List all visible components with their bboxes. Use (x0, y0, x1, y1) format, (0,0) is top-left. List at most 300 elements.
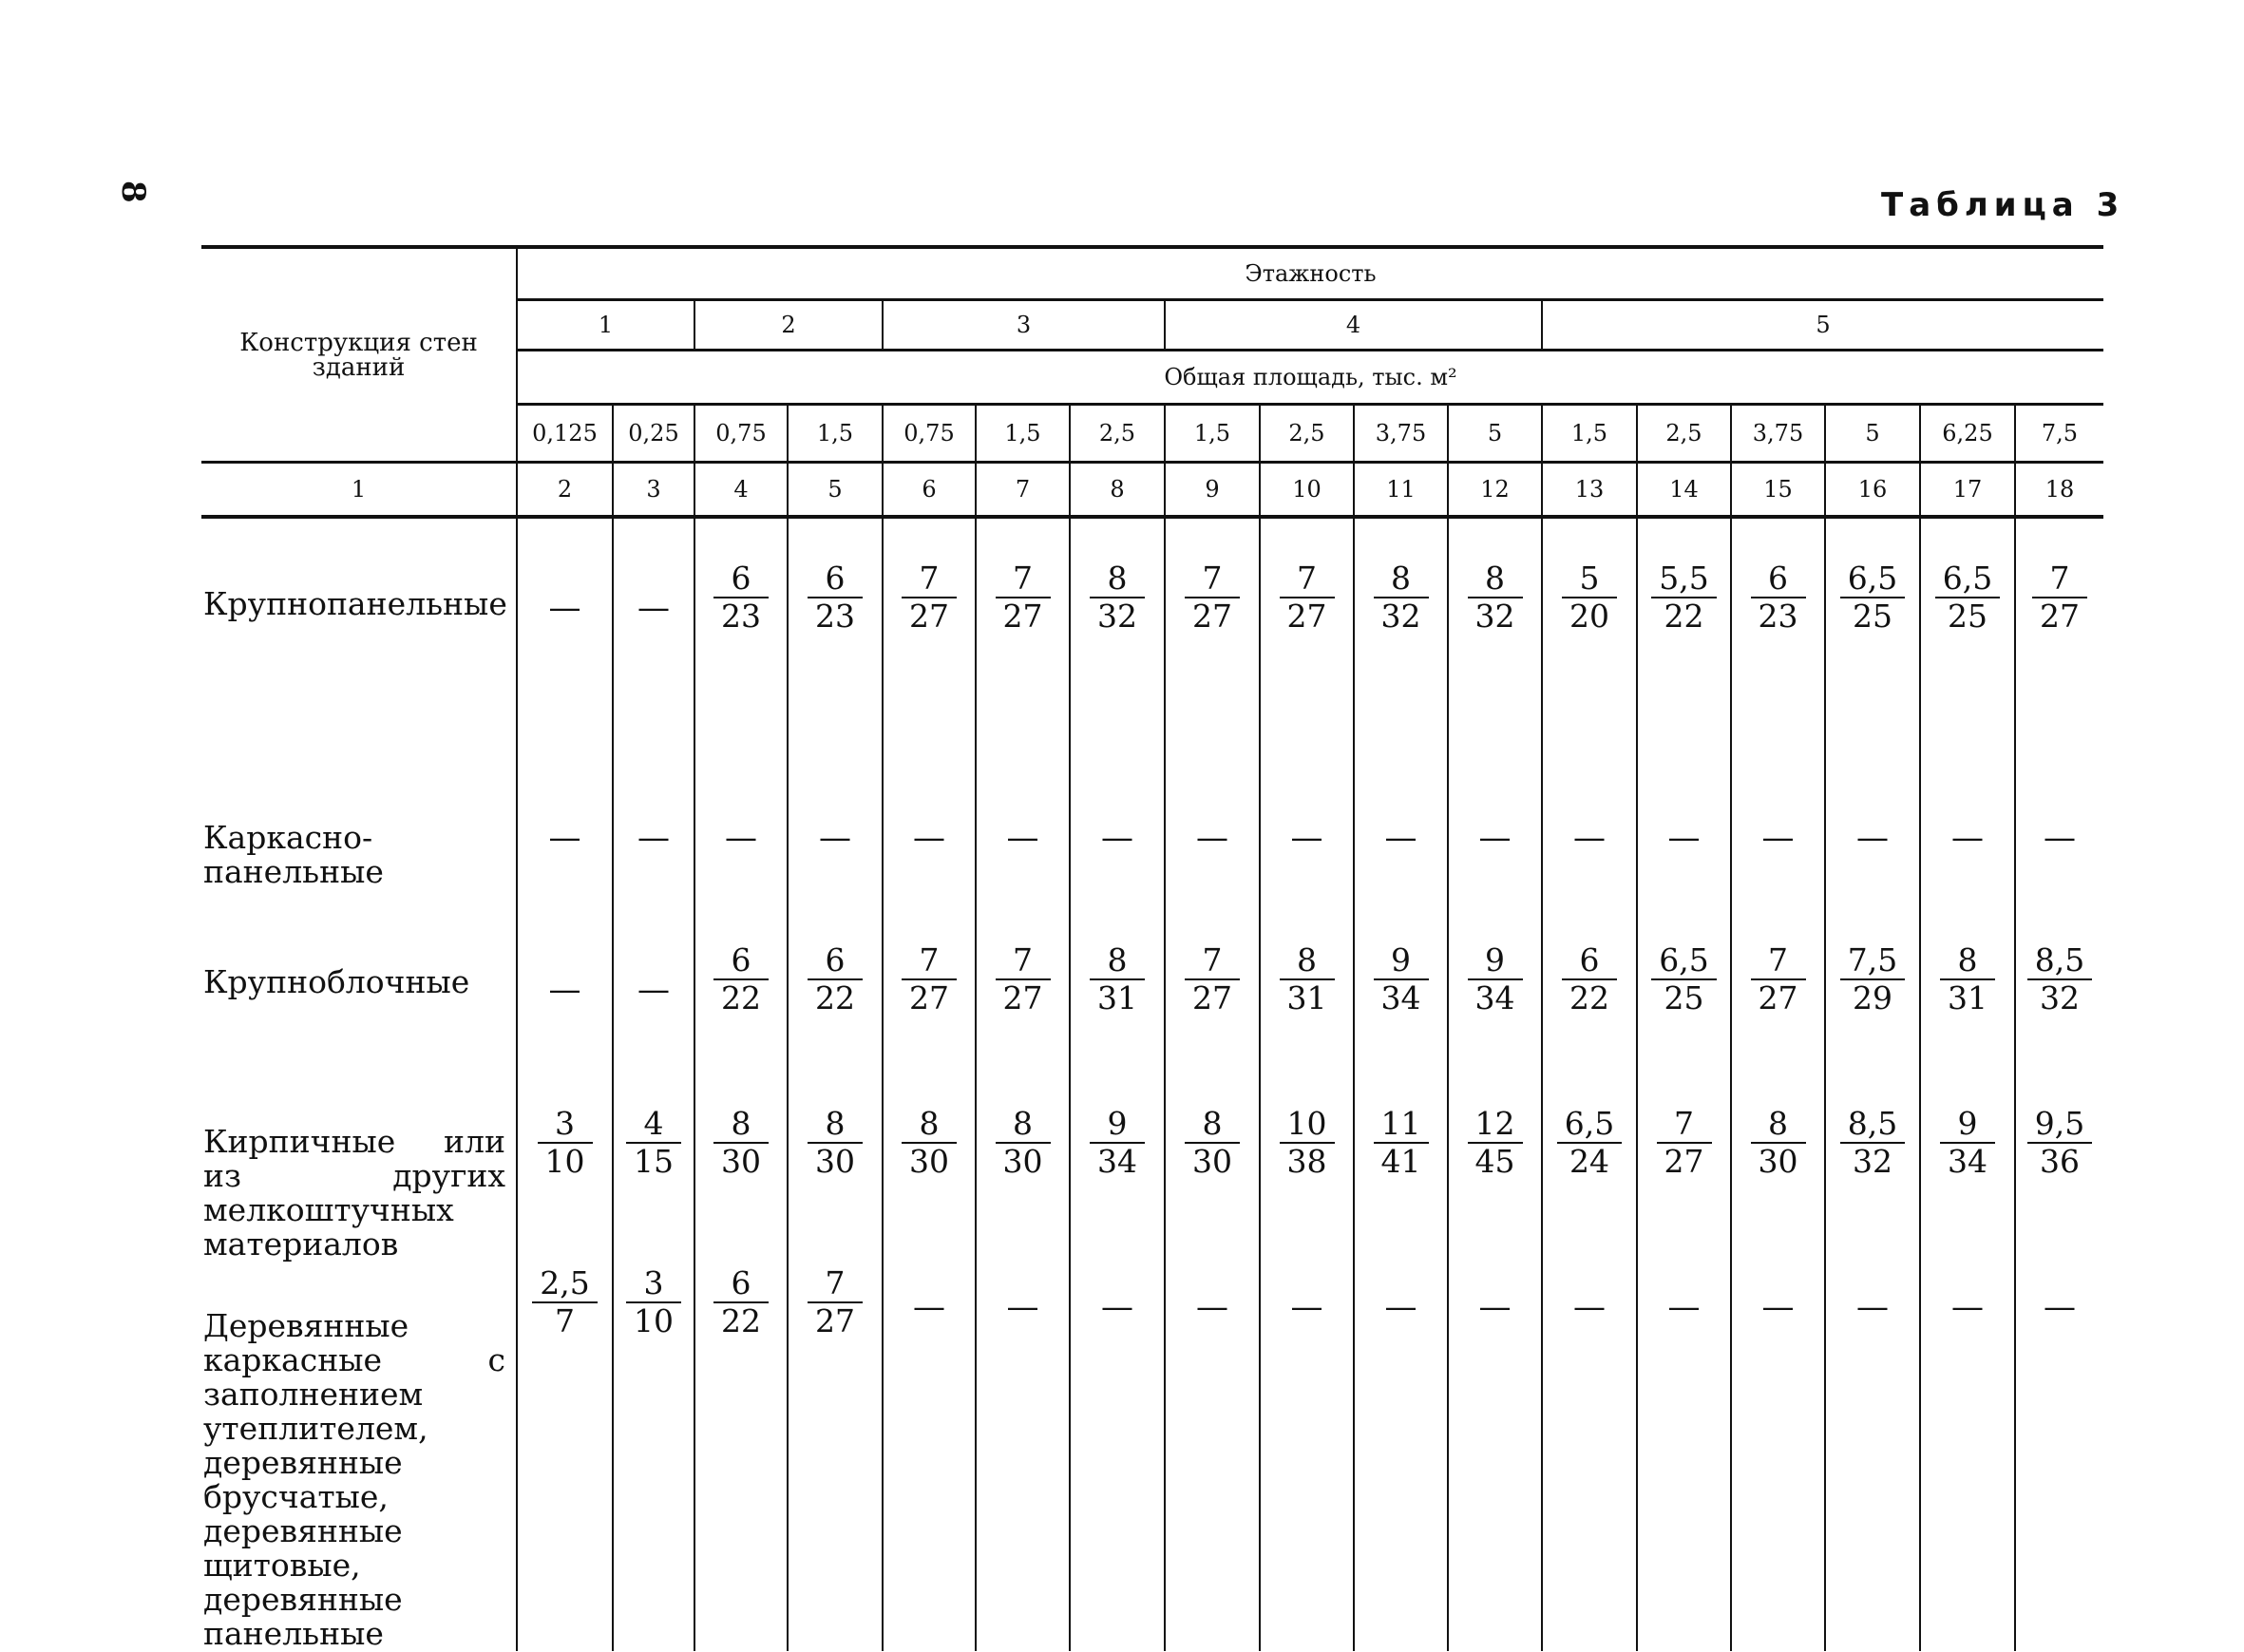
storeys-header: Этажность (517, 247, 2103, 300)
denominator: 36 (2039, 1143, 2080, 1180)
fraction-cell (1825, 912, 1920, 1089)
dash: — (548, 819, 581, 857)
fraction (713, 560, 769, 635)
area-header-cell: 5 (1448, 405, 1542, 463)
fraction-cell (694, 912, 788, 1089)
dash: — (1101, 1288, 1133, 1326)
denominator: 20 (1569, 598, 1609, 635)
fraction-cell (788, 1262, 883, 1651)
numerator: 6 (808, 942, 863, 980)
denominator: 30 (1002, 1143, 1043, 1180)
denominator: 32 (1852, 1143, 1892, 1180)
fraction-cell (1354, 1089, 1448, 1262)
dash: — (1006, 819, 1039, 857)
fraction-cell (694, 1262, 788, 1651)
denominator: 27 (1192, 598, 1232, 635)
denominator: 32 (1474, 598, 1515, 635)
denominator: 7 (554, 1302, 575, 1339)
empty-value-cell (613, 517, 694, 787)
empty-value-cell (1637, 1262, 1731, 1651)
numerator: 6 (808, 560, 863, 598)
dash: — (2044, 1288, 2076, 1326)
area-header-cell: 1,5 (1165, 405, 1260, 463)
empty-value-cell (1542, 787, 1637, 912)
denominator: 22 (721, 1302, 761, 1339)
numerator: 7 (808, 1265, 863, 1303)
column-number: 12 (1448, 463, 1542, 518)
fraction-cell (517, 1262, 613, 1651)
dash: — (1667, 1288, 1701, 1326)
denominator: 27 (1664, 1143, 1704, 1180)
fraction-cell (2015, 517, 2103, 787)
numerator: 5,5 (1651, 560, 1716, 598)
fraction (1751, 942, 1806, 1016)
numerator: 9,5 (2027, 1106, 2092, 1144)
fraction-cell (1165, 912, 1260, 1089)
denominator: 30 (1192, 1143, 1232, 1180)
fraction (902, 942, 957, 1016)
denominator: 27 (2040, 598, 2080, 635)
column-number: 7 (976, 463, 1070, 518)
fraction (1562, 942, 1617, 1016)
fraction-cell (1354, 912, 1448, 1089)
empty-value-cell (1448, 787, 1542, 912)
denominator: 30 (815, 1143, 855, 1180)
fraction (713, 942, 769, 1016)
empty-value-cell (694, 787, 788, 912)
denominator: 24 (1569, 1143, 1609, 1180)
table-row (201, 787, 2103, 912)
denominator: 27 (1002, 598, 1043, 635)
numerator: 7 (2032, 560, 2087, 598)
numerator: 8 (713, 1106, 769, 1144)
denominator: 10 (544, 1143, 585, 1180)
numerator: 7 (1657, 1106, 1712, 1144)
denominator: 22 (815, 979, 855, 1016)
numerator: 7 (996, 560, 1051, 598)
fraction (1840, 560, 1905, 635)
area-header-cell: 0,75 (694, 405, 788, 463)
numerator: 2,5 (532, 1265, 597, 1303)
fraction (1935, 560, 2000, 635)
fraction-cell (1920, 912, 2015, 1089)
fraction-cell (1731, 517, 1825, 787)
dash: — (1951, 1288, 1984, 1326)
fraction-cell (2015, 1089, 2103, 1262)
numerator: 3 (626, 1265, 681, 1303)
dash: — (1290, 1288, 1323, 1326)
row-label: Крупнопанельные (203, 585, 507, 622)
fraction-cell (517, 1089, 613, 1262)
empty-value-cell (1731, 1262, 1825, 1651)
fraction (1090, 1106, 1145, 1180)
fraction-cell (1260, 912, 1354, 1089)
fraction (1940, 1106, 1995, 1180)
fraction (626, 1106, 681, 1180)
numerator: 7 (1185, 560, 1240, 598)
column-number: 6 (883, 463, 976, 518)
numerator: 8 (1751, 1106, 1806, 1144)
fraction (2032, 560, 2087, 635)
numerator: 7 (902, 942, 957, 980)
fraction-cell (1825, 1089, 1920, 1262)
fraction (1185, 560, 1240, 635)
denominator: 23 (815, 598, 855, 635)
row-label: Крупноблочные (203, 963, 470, 1000)
area-header-cell: 1,5 (976, 405, 1070, 463)
storey-header-2: 2 (694, 300, 883, 351)
denominator: 22 (1664, 598, 1704, 635)
storey-header-5: 5 (1542, 300, 2103, 351)
fraction (713, 1106, 769, 1180)
area-header-cell: 0,125 (517, 405, 613, 463)
empty-value-cell (517, 517, 613, 787)
denominator: 34 (1097, 1143, 1137, 1180)
numerator: 5 (1562, 560, 1617, 598)
row-label: Деревянные каркасные с заполнением утеплителем, деревянные брусчатые, деревянные щитовые, деревянные панельные (203, 1307, 505, 1652)
area-header-cell: 1,5 (788, 405, 883, 463)
numerator: 8 (996, 1106, 1051, 1144)
numerator: 10 (1280, 1106, 1335, 1144)
fraction-cell (1920, 517, 2015, 787)
fraction-cell (613, 1089, 694, 1262)
denominator: 27 (1758, 979, 1798, 1016)
fraction-cell (1165, 517, 1260, 787)
fraction (996, 942, 1051, 1016)
numerator: 8 (808, 1106, 863, 1144)
numerator: 8,5 (1840, 1106, 1905, 1144)
area-header-cell: 3,75 (1731, 405, 1825, 463)
numerator: 8 (1468, 560, 1523, 598)
denominator: 27 (1192, 979, 1232, 1016)
fraction-cell (883, 912, 976, 1089)
empty-value-cell (883, 1262, 976, 1651)
fraction-cell (1448, 517, 1542, 787)
numerator: 8 (902, 1106, 957, 1144)
fraction-cell (976, 517, 1070, 787)
area-header-cell: 7,5 (2015, 405, 2103, 463)
fraction-cell (976, 1089, 1070, 1262)
denominator: 15 (634, 1143, 674, 1180)
table-row (201, 517, 2103, 787)
fraction (1651, 942, 1716, 1016)
fraction-cell (1542, 517, 1637, 787)
fraction (1751, 560, 1806, 635)
table-row (201, 1089, 2103, 1262)
fraction-cell (1920, 1089, 2015, 1262)
empty-value-cell (788, 787, 883, 912)
empty-value-cell (1165, 787, 1260, 912)
fraction (1090, 942, 1145, 1016)
fraction (1468, 1106, 1523, 1180)
numerator: 8 (1940, 942, 1995, 980)
fraction-cell (883, 517, 976, 787)
area-header-cell: 1,5 (1542, 405, 1637, 463)
fraction-cell (883, 1089, 976, 1262)
fraction-cell (1070, 912, 1165, 1089)
area-header-cell: 2,5 (1637, 405, 1731, 463)
dash: — (913, 819, 945, 857)
fraction (1468, 942, 1523, 1016)
table-row (201, 1262, 2103, 1651)
numerator: 8 (1185, 1106, 1240, 1144)
denominator: 31 (1286, 979, 1327, 1016)
numerator: 7 (1280, 560, 1335, 598)
column-number: 17 (1920, 463, 2015, 518)
fraction-cell (694, 1089, 788, 1262)
column-number: 15 (1731, 463, 1825, 518)
fraction-cell (1354, 517, 1448, 787)
empty-value-cell (1354, 787, 1448, 912)
fraction-cell (1731, 1089, 1825, 1262)
fraction (1940, 942, 1995, 1016)
denominator: 27 (909, 979, 949, 1016)
fraction-cell (1731, 912, 1825, 1089)
denominator: 38 (1286, 1143, 1327, 1180)
dash: — (1384, 1288, 1417, 1326)
fraction (1651, 560, 1716, 635)
fraction (902, 560, 957, 635)
fraction-cell (1165, 1089, 1260, 1262)
fraction (713, 1265, 769, 1339)
dash: — (1573, 819, 1606, 857)
page-number: 8 (114, 180, 152, 203)
fraction-cell (1542, 912, 1637, 1089)
dash: — (913, 1288, 945, 1326)
dash: — (1951, 819, 1984, 857)
denominator: 25 (1852, 598, 1892, 635)
fraction (1374, 942, 1429, 1016)
denominator: 23 (1758, 598, 1798, 635)
fraction (2027, 942, 2092, 1016)
fraction (1840, 942, 1905, 1016)
fraction (2027, 1106, 2092, 1180)
dash: — (1196, 819, 1228, 857)
numerator: 9 (1468, 942, 1523, 980)
storey-header-3: 3 (883, 300, 1165, 351)
fraction-cell (1637, 1089, 1731, 1262)
empty-value-cell (1165, 1262, 1260, 1651)
column-number: 11 (1354, 463, 1448, 518)
fraction (1374, 560, 1429, 635)
column-number: 13 (1542, 463, 1637, 518)
dash: — (1856, 819, 1889, 857)
numerator: 8 (1090, 942, 1145, 980)
numerator: 9 (1374, 942, 1429, 980)
numerator: 6 (713, 560, 769, 598)
denominator: 32 (1097, 598, 1137, 635)
numerator: 12 (1468, 1106, 1523, 1144)
column-number: 3 (613, 463, 694, 518)
dash: — (1856, 1288, 1889, 1326)
column-number: 14 (1637, 463, 1731, 518)
fraction-cell (976, 912, 1070, 1089)
dash: — (1196, 1288, 1228, 1326)
empty-value-cell (613, 912, 694, 1089)
denominator: 34 (1380, 979, 1421, 1016)
column-number: 18 (2015, 463, 2103, 518)
fraction (1280, 1106, 1335, 1180)
denominator: 34 (1948, 1143, 1987, 1180)
denominator: 31 (1948, 979, 1987, 1016)
fraction-cell (694, 517, 788, 787)
table-row (201, 912, 2103, 1089)
numerator: 8 (1090, 560, 1145, 598)
denominator: 29 (1852, 979, 1892, 1016)
denominator: 23 (721, 598, 761, 635)
empty-value-cell (2015, 787, 2103, 912)
fraction-cell (1260, 517, 1354, 787)
dash: — (1006, 1288, 1039, 1326)
fraction (1562, 560, 1617, 635)
data-table (201, 245, 2103, 1651)
numerator: 9 (1090, 1106, 1145, 1144)
area-header-cell: 2,5 (1070, 405, 1165, 463)
denominator: 45 (1474, 1143, 1515, 1180)
empty-value-cell (1731, 787, 1825, 912)
empty-value-cell (613, 787, 694, 912)
denominator: 25 (1947, 598, 1987, 635)
row-label-header: Конструкция стен зданий (201, 247, 517, 463)
fraction (532, 1265, 597, 1339)
column-number: 16 (1825, 463, 1920, 518)
denominator: 10 (634, 1302, 674, 1339)
dash: — (1101, 819, 1133, 857)
area-header: Общая площадь, тыс. м² (517, 351, 2103, 405)
empty-value-cell (1354, 1262, 1448, 1651)
numerator: 11 (1374, 1106, 1429, 1144)
dash: — (637, 819, 670, 857)
numerator: 7 (902, 560, 957, 598)
denominator: 34 (1474, 979, 1515, 1016)
row-label: Каркасно-панельные (203, 819, 384, 890)
numerator: 6,5 (1935, 560, 2000, 598)
area-header-cell: 5 (1825, 405, 1920, 463)
empty-value-cell (1637, 787, 1731, 912)
empty-value-cell (1448, 1262, 1542, 1651)
empty-value-cell (1542, 1262, 1637, 1651)
storey-header-4: 4 (1165, 300, 1542, 351)
fraction-cell (1260, 1089, 1354, 1262)
column-number: 8 (1070, 463, 1165, 518)
dash: — (548, 971, 581, 1009)
fraction-cell (1542, 1089, 1637, 1262)
fraction (1185, 1106, 1240, 1180)
dash: — (1290, 819, 1323, 857)
dash: — (1478, 819, 1512, 857)
area-header-cell: 2,5 (1260, 405, 1354, 463)
fraction-cell (1070, 517, 1165, 787)
fraction (808, 942, 863, 1016)
dash: — (1573, 1288, 1606, 1326)
dash: — (2044, 819, 2076, 857)
numerator: 7,5 (1840, 942, 1905, 980)
row-label: Кирпичные или из других мелкоштучных материалов (203, 1123, 505, 1263)
fraction (1840, 1106, 1905, 1180)
column-number: 2 (517, 463, 613, 518)
empty-value-cell (2015, 1262, 2103, 1651)
fraction (1090, 560, 1145, 635)
fraction (1374, 1106, 1429, 1180)
fraction (808, 1106, 863, 1180)
dash: — (1761, 1288, 1795, 1326)
dash: — (1761, 819, 1795, 857)
fraction (1280, 942, 1335, 1016)
numerator: 6,5 (1557, 1106, 1622, 1144)
area-header-cell: 3,75 (1354, 405, 1448, 463)
empty-value-cell (1260, 787, 1354, 912)
dash: — (637, 589, 670, 627)
fraction (808, 1265, 863, 1339)
denominator: 27 (815, 1302, 855, 1339)
column-number: 1 (201, 463, 517, 518)
denominator: 22 (1569, 979, 1609, 1016)
empty-value-cell (1825, 1262, 1920, 1651)
dash: — (637, 971, 670, 1009)
column-number: 10 (1260, 463, 1354, 518)
fraction-cell (788, 517, 883, 787)
empty-value-cell (883, 787, 976, 912)
fraction (1657, 1106, 1712, 1180)
denominator: 27 (1286, 598, 1327, 635)
fraction (808, 560, 863, 635)
empty-value-cell (976, 787, 1070, 912)
storey-header-1: 1 (517, 300, 694, 351)
numerator: 6 (713, 942, 769, 980)
fraction (1185, 942, 1240, 1016)
numerator: 7 (996, 942, 1051, 980)
dash: — (819, 819, 851, 857)
numerator: 3 (538, 1106, 593, 1144)
denominator: 27 (909, 598, 949, 635)
numerator: 9 (1940, 1106, 1995, 1144)
denominator: 25 (1664, 979, 1704, 1016)
empty-value-cell (976, 1262, 1070, 1651)
dash: — (725, 819, 757, 857)
empty-value-cell (1920, 1262, 2015, 1651)
table-title: Таблица 3 (1881, 186, 2125, 224)
numerator: 7 (1751, 942, 1806, 980)
fraction-cell (1070, 1089, 1165, 1262)
column-number: 9 (1165, 463, 1260, 518)
empty-value-cell (517, 912, 613, 1089)
numerator: 6 (1751, 560, 1806, 598)
fraction (1468, 560, 1523, 635)
numerator: 8,5 (2027, 942, 2092, 980)
denominator: 22 (721, 979, 761, 1016)
fraction (996, 560, 1051, 635)
fraction-cell (2015, 912, 2103, 1089)
numerator: 7 (1185, 942, 1240, 980)
dash: — (1384, 819, 1417, 857)
fraction-cell (1448, 1089, 1542, 1262)
fraction (626, 1265, 681, 1339)
empty-value-cell (1070, 787, 1165, 912)
dash: — (548, 589, 581, 627)
fraction-cell (1637, 912, 1731, 1089)
fraction (902, 1106, 957, 1180)
denominator: 30 (1758, 1143, 1798, 1180)
numerator: 6 (713, 1265, 769, 1303)
denominator: 30 (721, 1143, 761, 1180)
numerator: 6,5 (1840, 560, 1905, 598)
fraction (1751, 1106, 1806, 1180)
denominator: 32 (1380, 598, 1421, 635)
numerator: 6,5 (1651, 942, 1716, 980)
area-header-cell: 0,75 (883, 405, 976, 463)
empty-value-cell (1260, 1262, 1354, 1651)
fraction-cell (613, 1262, 694, 1651)
